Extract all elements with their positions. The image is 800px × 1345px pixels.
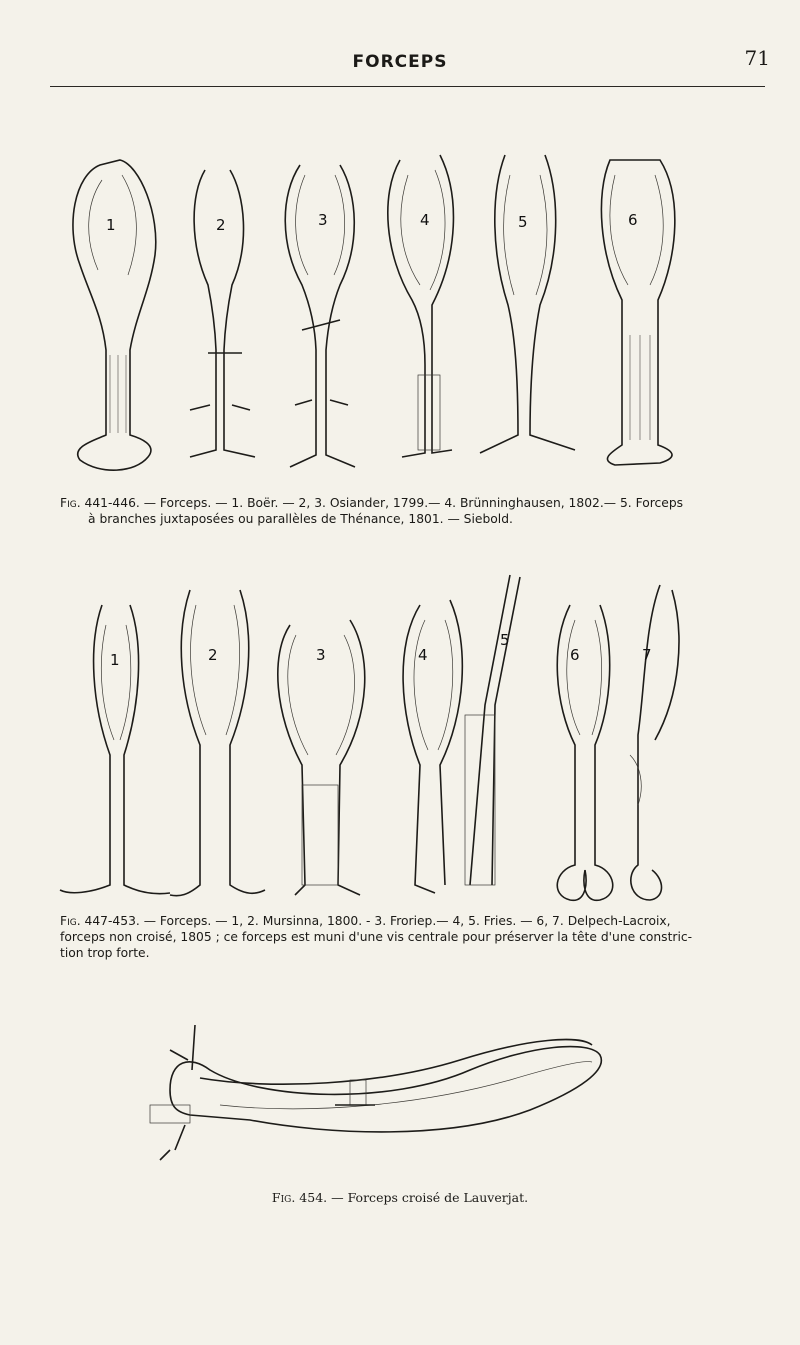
forceps-3-illustration xyxy=(285,165,355,467)
forceps-7-illustration xyxy=(630,585,679,900)
figure-label-4: 4 xyxy=(420,211,430,229)
header-rule xyxy=(50,86,765,87)
page-number: 71 xyxy=(744,46,770,70)
page-title: FORCEPS xyxy=(352,52,448,72)
figure-label-1: 1 xyxy=(110,651,120,669)
caption-line xyxy=(60,495,760,511)
forceps-3-illustration xyxy=(278,620,365,895)
forceps-4-illustration xyxy=(403,600,462,893)
forceps-illustration-group-1 xyxy=(40,135,740,485)
caption-line xyxy=(60,913,765,929)
figure-label-6: 6 xyxy=(628,211,638,229)
caption-text: — Forceps croisé de Lauverjat. xyxy=(327,1190,529,1205)
forceps-6-illustration xyxy=(601,160,674,465)
caption-label: Fig. 447-453. xyxy=(60,914,140,928)
caption-text: — Forceps. — 1. Boër. — 2, 3. Osiander, 1799.— 4. Brünninghausen, 1802.— 5. Forceps xyxy=(139,496,684,510)
forceps-6-illustration xyxy=(557,605,612,900)
plate-figures-447-453 xyxy=(40,565,740,910)
plate-figure-454 xyxy=(130,1010,630,1170)
figure-label-6: 6 xyxy=(570,646,580,664)
caption-line: tion trop forte. xyxy=(60,946,150,960)
figure-label-4: 4 xyxy=(418,646,428,664)
caption-line: à branches juxtaposées ou parallèles de Thénance, 1801. — Siebold. xyxy=(88,512,513,526)
caption-figures-447-453 xyxy=(60,913,765,961)
caption-figure-454 xyxy=(0,1190,800,1206)
figure-label-3: 3 xyxy=(318,211,328,229)
caption-label: Fig. 441-446. xyxy=(60,496,140,510)
caption-label: Fig. 454. xyxy=(271,1190,328,1205)
figure-label-3: 3 xyxy=(316,646,326,664)
figure-label-2: 2 xyxy=(216,216,226,234)
forceps-4-illustration xyxy=(388,155,454,457)
forceps-2-illustration xyxy=(170,590,265,896)
forceps-illustration-group-2 xyxy=(40,565,740,910)
forceps-1-illustration xyxy=(73,160,156,470)
caption-text: — Forceps. — 1, 2. Mursinna, 1800. - 3. Froriep.— 4, 5. Fries. — 6, 7. Delpech-Lacroix, xyxy=(139,914,671,928)
figure-label-5: 5 xyxy=(518,213,528,231)
figure-label-5: 5 xyxy=(500,631,510,649)
forceps-5-illustration xyxy=(480,155,575,453)
forceps-1-illustration xyxy=(60,605,170,894)
caption-figures-441-446 xyxy=(60,495,760,527)
forceps-lauverjat-illustration xyxy=(130,1010,630,1170)
forceps-2-illustration xyxy=(190,170,255,457)
figure-label-7: 7 xyxy=(642,646,652,664)
figure-label-2: 2 xyxy=(208,646,218,664)
caption-line: forceps non croisé, 1805 ; ce forceps est muni d'une vis centrale pour préserver la tête d'une constric- xyxy=(60,930,693,944)
figure-label-1: 1 xyxy=(106,216,116,234)
plate-figures-441-446 xyxy=(40,135,740,485)
forceps-5-illustration xyxy=(465,575,520,885)
